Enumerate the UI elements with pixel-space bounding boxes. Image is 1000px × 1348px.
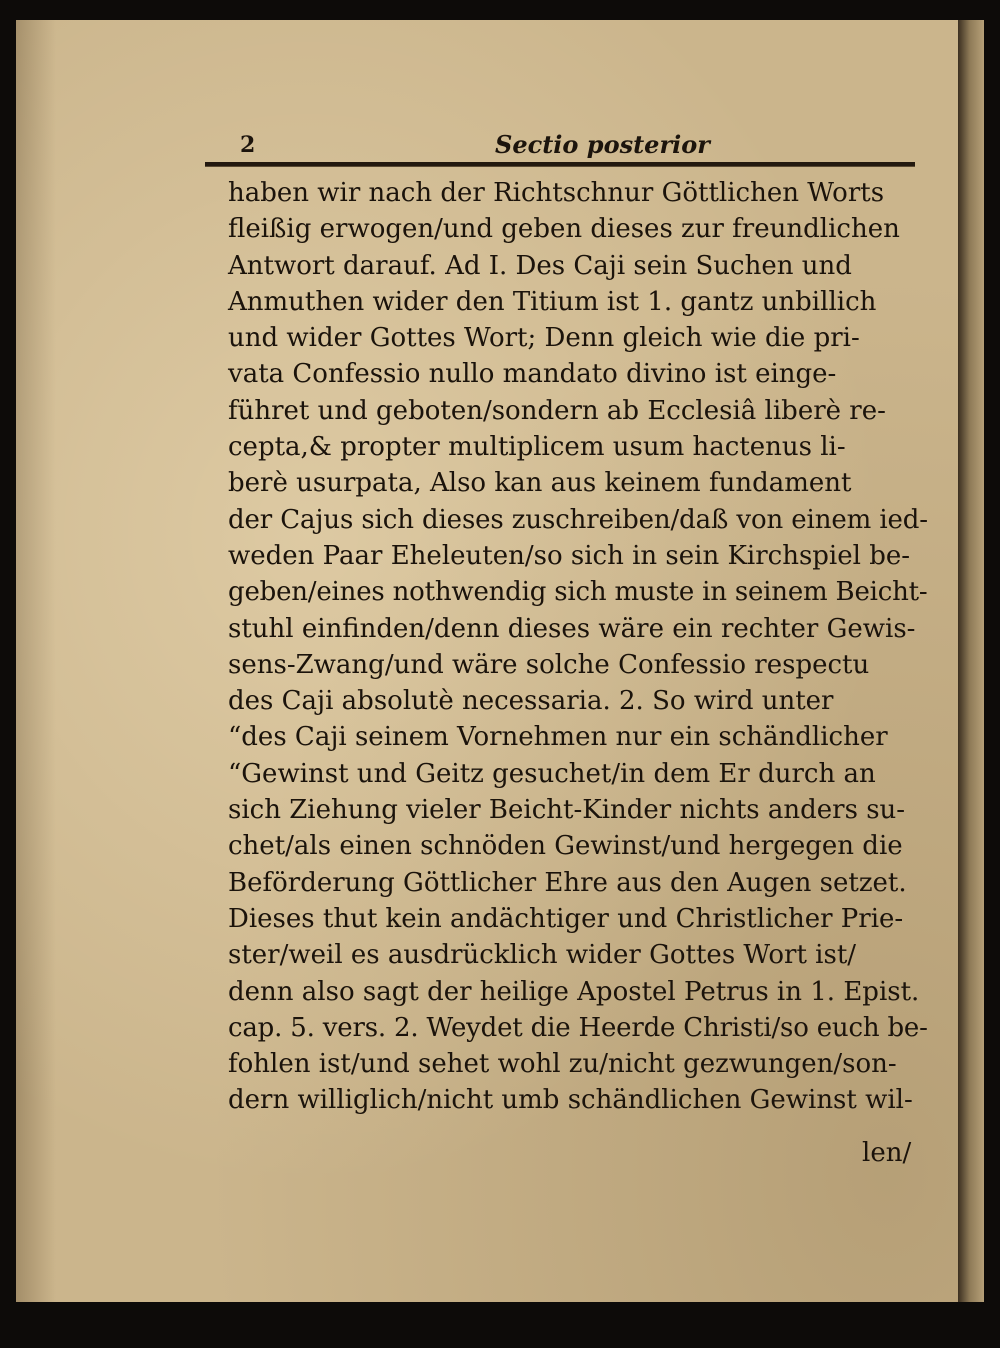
text-line: und wider Gottes Wort; Denn gleich wie die pri-	[228, 323, 860, 354]
page-header	[220, 112, 920, 162]
text-line: dern williglich/nicht umb schändlichen Gewinst wil-	[228, 1085, 913, 1116]
text-line: ster/weil es ausdrücklich wider Gottes Wort ist/	[228, 940, 857, 971]
text-line: Anmuthen wider den Titium ist 1. gantz unbillich	[228, 286, 877, 317]
text-line: cepta,& propter multiplicem usum hactenus li-	[228, 432, 846, 463]
text-line: “Gewinst und Geitz gesuchet/in dem Er durch an	[228, 758, 876, 789]
text-line: weden Paar Eheleuten/so sich in sein Kirchspiel be-	[228, 540, 911, 571]
text-line: cap. 5. vers. 2. Weydet die Heerde Christi/so euch be-	[228, 1012, 928, 1043]
text-line: sens-Zwang/und wäre solche Confessio respectu	[228, 649, 870, 680]
body-text	[228, 175, 938, 1119]
header-rule	[205, 162, 915, 167]
text-line: “des Caji seinem Vornehmen nur ein schändlicher	[228, 722, 888, 753]
page-edge	[958, 20, 984, 1302]
text-line: haben wir nach der Richtschnur Göttlichen Worts	[228, 178, 885, 208]
text-line: Antwort darauf. Ad I. Des Caji sein Suchen und	[228, 250, 852, 281]
text-line: stuhl einfinden/denn dieses wäre ein rechter Gewis-	[228, 613, 916, 644]
text-line: Dieses thut kein andächtiger und Christlicher Prie-	[228, 903, 904, 934]
catchword: len/	[862, 1138, 912, 1168]
text-line: chet/als einen schnöden Gewinst/und hergegen die	[228, 831, 903, 862]
text-line: fohlen ist/und sehet wohl zu/nicht gezwungen/son-	[228, 1049, 897, 1080]
page-number: 2	[240, 132, 256, 158]
running-title: Sectio posterior	[495, 130, 710, 159]
text-line: vata Confessio nullo mandato divino ist einge-	[228, 359, 837, 390]
text-line: denn also sagt der heilige Apostel Petrus in 1. Epist.	[228, 976, 920, 1007]
text-line: fleißig erwogen/und geben dieses zur freundlichen	[228, 214, 900, 245]
text-line: Beförderung Göttlicher Ehre aus den Augen setzet.	[228, 867, 907, 898]
text-line: des Caji absolutè necessaria. 2. So wird unter	[228, 686, 834, 717]
text-line: berè usurpata, Also kan aus keinem fundament	[228, 468, 852, 499]
text-line: sich Ziehung vieler Beicht-Kinder nichts anders su-	[228, 795, 906, 826]
text-line: führet und geboten/sondern ab Ecclesiâ liberè re-	[228, 395, 886, 426]
text-line: geben/eines nothwendig sich muste in seinem Beicht-	[228, 577, 928, 608]
text-line: der Cajus sich dieses zuschreiben/daß von einem ied-	[228, 504, 928, 535]
